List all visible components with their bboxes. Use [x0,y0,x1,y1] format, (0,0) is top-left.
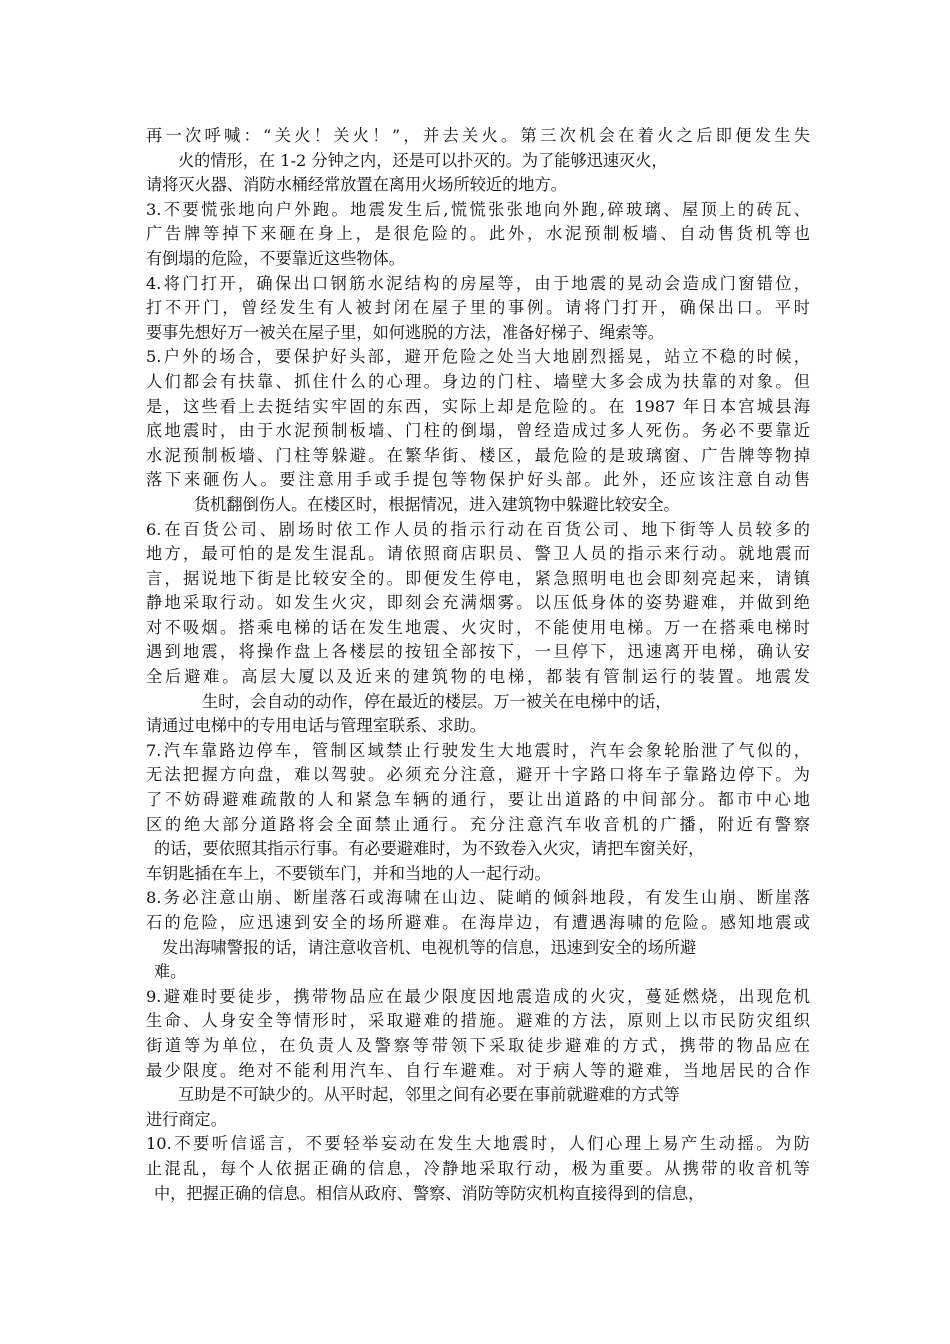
text-line: 全后避难。高层大厦以及近来的建筑物的电梯，都装有管制运行的装置。地震发 [146,667,810,687]
text-line: 8.务必注意山崩、断崖落石或海啸在山边、陡峭的倾斜地段，有发生山崩、断崖落 [146,888,810,908]
text-line: 3.不要慌张地向户外跑。地震发生后,慌慌张张地向外跑,碎玻璃、屋顶上的砖瓦、 [146,199,810,219]
text-line: 静地采取行动。如发生火灾，即刻会充满烟雾。以压低身体的姿势避难，并做到绝 [146,593,810,613]
text-line: 10.不要听信谣言，不要轻举妄动在发生大地震时，人们心理上易产生动摇。为防 [146,1134,810,1154]
text-line: 了不妨碍避难疏散的人和紧急车辆的通行，要让出道路的中间部分。都市中心地 [146,790,810,810]
text-line: 落下来砸伤人。要注意用手或手提包等物保护好头部。此外，还应该注意自动售 [146,470,810,490]
text-line: 底地震时，由于水泥预制板墙、门柱的倒塌，曾经造成过多人死伤。务必不要靠近 [146,421,810,441]
text-line: 言，据说地下街是比较安全的。即便发生停电，紧急照明电也会即刻亮起来，请镇 [146,568,810,588]
text-line: 互助是不可缺少的。从平时起，邻里之间有必要在事前就避难的方式等 [178,1085,680,1105]
text-line: 7.汽车靠路边停车，管制区域禁止行驶发生大地震时，汽车会象轮胎泄了气似的， [146,740,810,760]
text-line: 止混乱，每个人依据正确的信息，冷静地采取行动，极为重要。从携带的收音机等 [146,1158,810,1178]
text-line: 广告牌等掉下来砸在身上，是很危险的。此外，水泥预制板墙、自动售货机等也 [146,224,810,244]
text-line: 进行商定。 [146,1109,227,1129]
text-line: 有倒塌的危险，不要靠近这些物体。 [146,248,405,268]
text-line: 难。 [154,962,187,982]
text-line: 货机翻倒伤人。在楼区时，根据情况，进入建筑物中躲避比较安全。 [194,494,680,514]
text-line: 人们都会有扶靠、抓住什么的心理。身边的门柱、墙壁大多会成为扶靠的对象。但 [146,371,810,391]
text-line: 请通过电梯中的专用电话与管理室联系、求助。 [146,716,486,736]
text-line: 发出海啸警报的话，请注意收音机、电视机等的信息，迅速到安全的场所避 [162,937,697,957]
text-line: 地方，最可怕的是发生混乱。请依照商店职员、警卫人员的指示来行动。就地震而 [146,544,810,564]
text-line: 是，这些看上去挺结实牢固的东西，实际上却是危险的。在 1987 年日本宫城县海 [146,396,810,416]
text-line: 水泥预制板墙、门柱等躲避。在繁华街、楼区，最危险的是玻璃窗、广告牌等物掉 [146,445,810,465]
text-line: 最少限度。绝对不能利用汽车、自行车避难。对于病人等的避难，当地居民的合作 [146,1060,810,1080]
text-line: 请将灭火器、消防水桶经常放置在离用火场所较近的地方。 [146,175,567,195]
text-line: 对不吸烟。搭乘电梯的话在发生地震、火灾时，不能使用电梯。万一在搭乘电梯时 [146,617,810,637]
text-line: 打不开门，曾经发生有人被封闭在屋子里的事例。请将门打开，确保出口。平时 [146,298,810,318]
text-line: 5.户外的场合，要保护好头部，避开危险之处当大地剧烈摇晃，站立不稳的时候， [146,347,810,367]
text-line: 区的绝大部分道路将会全面禁止通行。充分注意汽车收音机的广播，附近有警察 [146,814,810,834]
document-body [146,124,810,1206]
text-line: 无法把握方向盘，难以驾驶。必须充分注意，避开十字路口将车子靠路边停下。为 [146,765,810,785]
text-line: 车钥匙插在车上，不要锁车门，并和当地的人一起行动。 [146,863,551,883]
text-line: 再一次呼喊：“关火！关火！”，并去关火。第三次机会在着火之后即便发生失 [146,126,810,145]
text-line: 生命、人身安全等情形时，采取避难的措施。避难的方法，原则上以市民防灾组织 [146,1011,810,1031]
text-line: 4.将门打开，确保出口钢筋水泥结构的房屋等，由于地震的晃动会造成门窗错位， [146,273,810,293]
text-line: 6.在百货公司、剧场时依工作人员的指示行动在百货公司、地下街等人员较多的 [146,519,810,539]
text-line: 要事先想好万一被关在屋子里，如何逃脱的方法，准备好梯子、绳索等。 [146,322,664,342]
text-line: 中，把握正确的信息。相信从政府、警察、消防等防灾机构直接得到的信息， [154,1183,705,1203]
text-line: 火的情形，在 1-2 分钟之内，还是可以扑灭的。为了能够迅速灭火， [178,150,668,170]
text-line: 石的危险，应迅速到安全的场所避难。在海岸边，有遭遇海啸的危险。感知地震或 [146,913,810,932]
text-line: 遇到地震，将操作盘上各楼层的按钮全部按下，一旦停下，迅速离开电梯，确认安 [146,642,810,662]
text-line: 的话，要依照其指示行事。有必要避难时，为不致卷入火灾，请把车窗关好， [154,839,705,859]
text-line: 生时，会自动的动作，停在最近的楼层。万一被关在电梯中的话， [202,691,672,711]
text-line: 街道等为单位，在负责人及警察等带领下采取徒步避难的方式，携带的物品应在 [146,1035,810,1055]
text-line: 9.避难时要徒步，携带物品应在最少限度因地震造成的火灾，蔓延燃烧，出现危机 [146,986,810,1006]
